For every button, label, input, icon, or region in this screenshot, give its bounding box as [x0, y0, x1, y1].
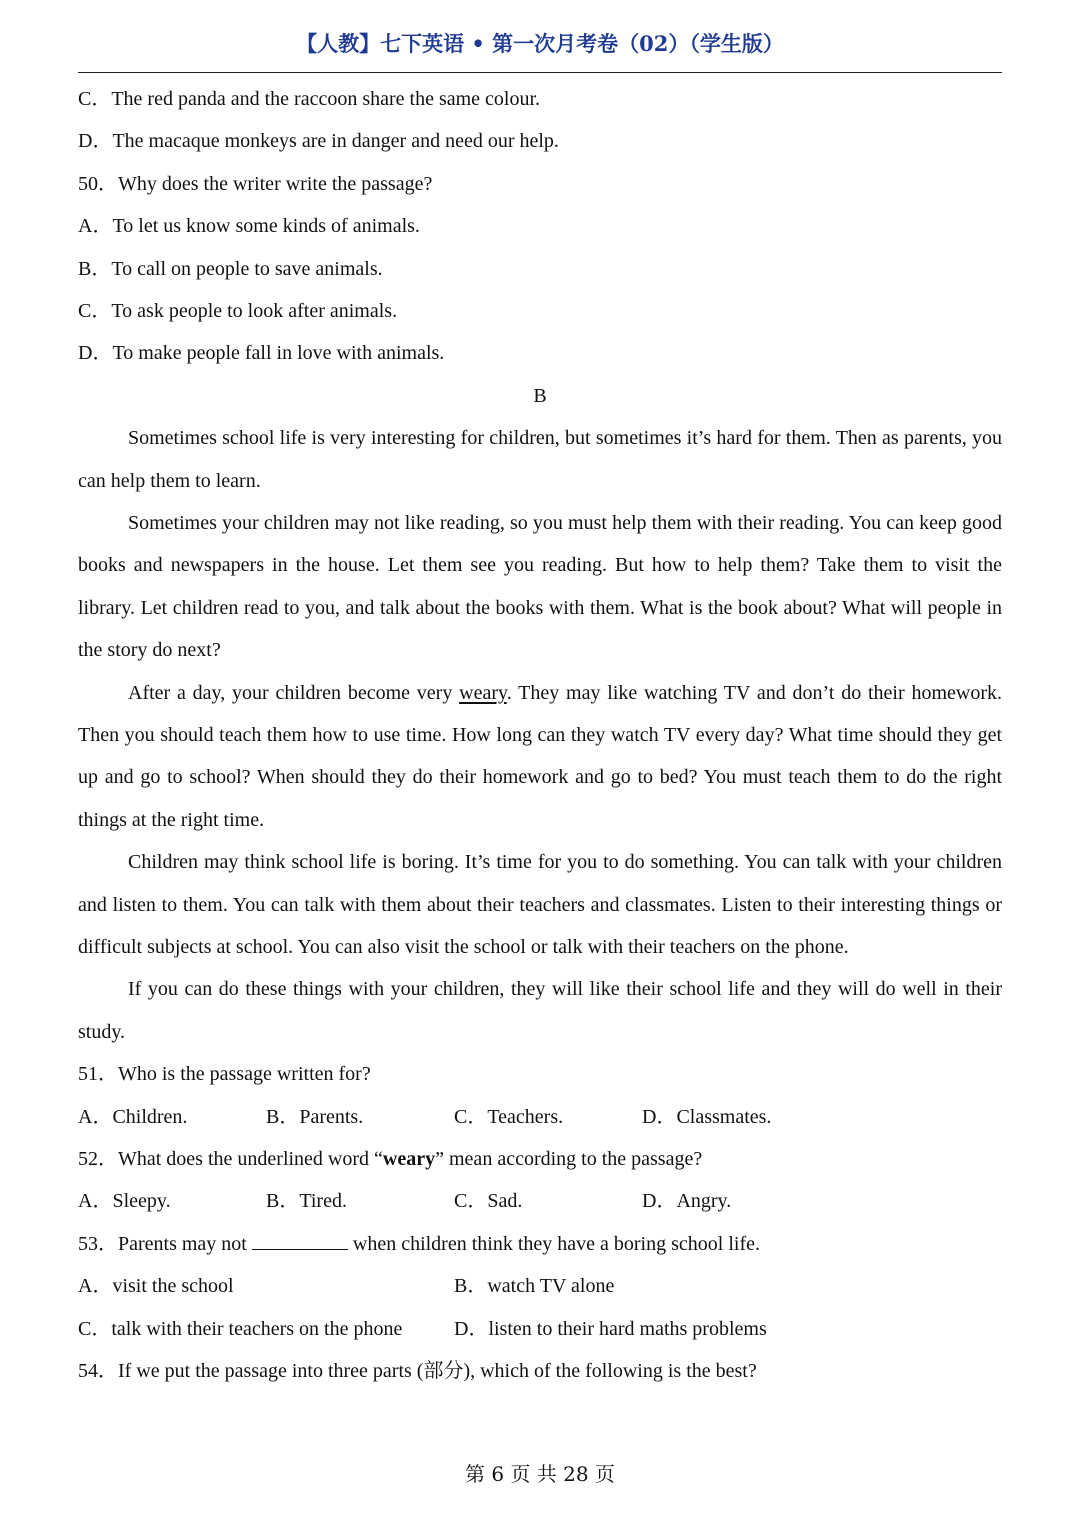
q50-option-b: B．To call on people to save animals. [78, 257, 383, 280]
q53-option-d: D．listen to their hard maths problems [454, 1317, 767, 1340]
passage-paragraph-2: Sometimes your children may not like reading, so you must help them with their reading. You can keep good books and newspapers in the house. Let them see you reading. But how to help them? Take them to visit the library. Let children read to you, and talk about the books with them. What is the book about? What will people in the story do next? [78, 511, 1002, 662]
q53-option-c: C．talk with their teachers on the phone [78, 1317, 403, 1340]
q49-option-d: D．The macaque monkeys are in danger and need our help. [78, 130, 559, 153]
q51-option-b: B．Parents. [266, 1105, 364, 1128]
q53-option-b: B．watch TV alone [454, 1275, 615, 1298]
passage-paragraph-1: Sometimes school life is very interesting for children, but sometimes it’s hard for them. Then as parents, you can help them to learn. [78, 427, 1002, 492]
q51-stem: 51．Who is the passage written for? [78, 1063, 371, 1086]
passage-paragraph-4: Children may think school life is boring. It’s time for you to do something. You can talk with your children and listen to them. You can talk with them about their teachers and classmates. Listen to their interesting things or difficult subjects at school. You can also visit the school or talk with their teachers on the phone. [78, 851, 1002, 958]
q53-stem-end: when children think they have a boring school life. [347, 1232, 760, 1255]
q53-option-a: A．visit the school [78, 1275, 234, 1298]
q52-stem-word: weary [382, 1148, 436, 1170]
q50-option-c: C．To ask people to look after animals. [78, 299, 398, 322]
q51-option-a: A．Children. [78, 1105, 188, 1128]
q51-option-d: D．Classmates. [642, 1105, 772, 1128]
q51-option-c: C．Teachers. [454, 1105, 564, 1128]
q52-stem-start: 52．What does the underlined word “ [78, 1148, 383, 1170]
passage-paragraph-5: If you can do these things with your children, they will like their school life and they will do well in their study. [78, 978, 1002, 1043]
q53-stem-start: 53．Parents may not [78, 1232, 252, 1255]
q52-option-b: B．Tired. [266, 1190, 347, 1213]
page-content [78, 78, 1002, 1392]
paragraph-3-start: After a day, your children become very [128, 681, 460, 704]
document-page [78, 0, 1002, 1527]
q52-options [78, 1180, 1002, 1222]
q50-option-a: A．To let us know some kinds of animals. [78, 215, 420, 238]
q51-options [78, 1096, 1002, 1138]
q53-stem [78, 1223, 1002, 1265]
q50-stem: 50．Why does the writer write the passage? [78, 172, 433, 195]
q52-stem [78, 1138, 1002, 1180]
paragraph-3-end: . They may like watching TV and don’t do their homework. Then you should teach them how to use time. How long can they watch TV every day? What time should they get up and go to school? When should they do their homework and go to bed? You must teach them to do the right things at the right time. [78, 681, 1002, 831]
section-label: B [533, 384, 547, 407]
q49-option-c: C．The red panda and the raccoon share the same colour. [78, 88, 541, 110]
page-header-title: 【人教】七下英语 • 第一次月考卷（02）（学生版） [296, 31, 784, 56]
page-number-footer: 第 6 页 共 28 页 [465, 1462, 615, 1486]
q53-options-row-2 [78, 1308, 1002, 1350]
passage-paragraph-3 [78, 672, 1002, 842]
underlined-word-weary: weary [459, 681, 507, 704]
q54-stem: 54．If we put the passage into three parts (部分), which of the following is the best? [78, 1359, 757, 1382]
q52-option-a: A．Sleepy. [78, 1190, 171, 1213]
q52-stem-end: ” mean according to the passage? [435, 1148, 703, 1170]
header-divider [78, 72, 1002, 73]
q50-option-d: D．To make people fall in love with animals. [78, 342, 445, 365]
q52-option-d: D．Angry. [642, 1190, 732, 1213]
q52-option-c: C．Sad. [454, 1190, 523, 1213]
q53-options-row-1 [78, 1265, 1002, 1307]
q53-blank [252, 1231, 348, 1250]
